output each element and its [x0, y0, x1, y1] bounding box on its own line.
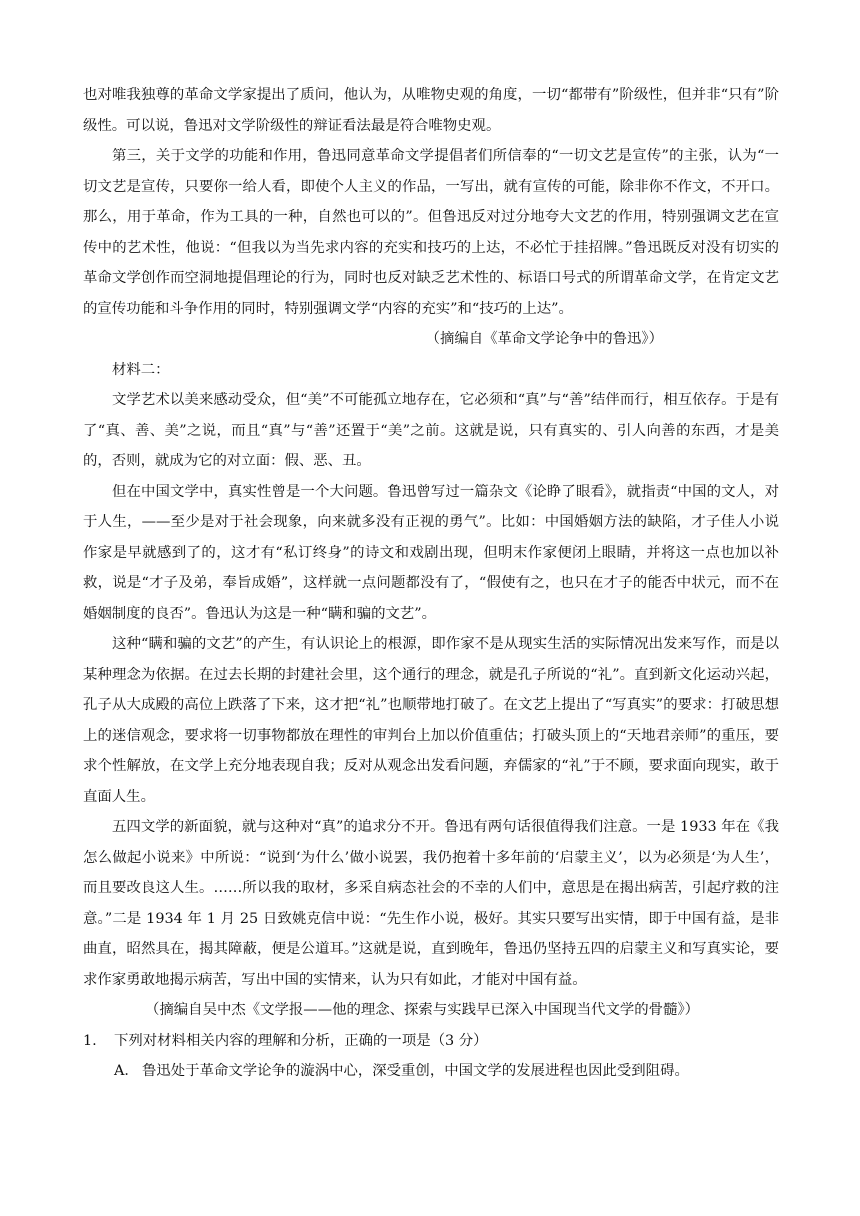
question-number: 1. — [83, 1032, 97, 1049]
source-citation-2: （摘编自吴中杰《文学报——他的理念、探索与实践早已深入中国现当代文学的骨髓》） — [145, 1002, 700, 1018]
material-two-label: 材料二： — [112, 361, 170, 378]
option-letter: A． — [114, 1063, 139, 1079]
option-text: 鲁迅处于革命文学论争的漩涡中心，深受重创，中国文学的发展进程也因此受到阻碍。 — [142, 1063, 689, 1079]
paragraph-deception-literature: 这种“瞒和骗的文艺”的产生，有认识论上的根源，即作家不是从现实生活的实际情况出发来写作，而是以某种理念为依据。在过去长期的封建社会里，这个通行的理念，就是孔子所说的“礼”。直到新文化运动兴起，孔子从大成殿的高位上跌落了下来，这才把“礼”也顺带地打破了。在文艺上提出了“写真实”的要求：打破思想上的迷信观念，要求将一切事物都放在理性的审判台上加以价值重估；打破头顶上的“天地君亲师”的重压，要求个性解放，在文学上充分地表现自我；反对从观念出发看问题，弃儒家的“礼”于不顾，要求面向现实，敢于直面人生。 — [83, 636, 779, 805]
question-1 — [83, 1026, 779, 1057]
question-stem: 下列对材料相关内容的理解和分析，正确的一项是（3 分） — [114, 1032, 488, 1049]
paragraph-continuation: 也对唯我独尊的革命文学家提出了质问，他认为，从唯物史观的角度，一切“都带有”阶级性，但并非“只有”阶级性。可以说，鲁迅对文学阶级性的辩证看法最是符合唯物史观。 — [83, 87, 779, 134]
paragraph-truth-beauty: 文学艺术以美来感动受众，但“美”不可能孤立地存在，它必须和“真”与“善”结伴而行，相互依存。于是有了“真、善、美”之说，而且“真”与“善”还置于“美”之前。这就是说，只有真实的、引人向善的东西，才是美的，否则，就成为它的对立面：假、恶、丑。 — [83, 392, 779, 469]
paragraph-may-fourth: 五四文学的新面貌，就与这种对“真”的追求分不开。鲁迅有两句话很值得我们注意。一是 1933 年在《我怎么做起小说来》中所说：“说到‘为什么’做小说罢，我仍抱着十多年前的‘启蒙主义’，以为必须是‘为人生’，而且要改良这人生。……所以我的取材，多采自病态社会的不幸的人们中，意思是在揭出病苦，引起疗救的注意。”二是 1934 年 1 月 25 日致姚克信中说：“先生作小说，极好。其实只要写出实情，即于中国有益，是非曲直，昭然具在，揭其障蔽，便是公道耳。”这就是说，直到晚年，鲁迅仍坚持五四的启蒙主义和写真实论，要求作家勇敢地揭示病苦，写出中国的实情来，认为只有如此，才能对中国有益。 — [83, 819, 779, 988]
source-citation-1: （摘编自《革命文学论争中的鲁迅》） — [425, 331, 663, 347]
document-page — [83, 80, 779, 1087]
paragraph-third-point: 第三，关于文学的功能和作用，鲁迅同意革命文学提倡者们所信奉的“一切文艺是宣传”的主张，认为“一切文艺是宣传，只要你一给人看，即使个人主义的作品，一写出，就有宣传的可能，除非你不作文，不开口。那么，用于革命，作为工具的一种，自然也可以的”。但鲁迅反对过分地夸大文艺的作用，特别强调文艺在宣传中的艺术性，他说：“但我以为当先求内容的充实和技巧的上达，不必忙于挂招牌。”鲁迅既反对没有切实的革命文学创作而空洞地提倡理论的行为，同时也反对缺乏艺术性的、标语口号式的所谓革命文学，在肯定文艺的宣传功能和斗争作用的同时，特别强调文学“内容的充实”和“技巧的上达”。 — [83, 148, 779, 317]
option-a — [83, 1056, 779, 1087]
paragraph-truthfulness: 但在中国文学中，真实性曾是一个大问题。鲁迅曾写过一篇杂文《论睁了眼看》，就指责“中国的文人，对于人生，——至少是对于社会现象，向来就多没有正视的勇气”。比如：中国婚姻方法的缺陷，才子佳人小说作家是早就感到了的，这才有“私订终身”的诗文和戏剧出现，但明末作家便闭上眼睛，并将这一点也加以补救，说是“才子及弟，奉旨成婚”，这样就一点问题都没有了，“假使有之，也只在才子的能否中状元，而不在婚姻制度的良否”。鲁迅认为这是一种“瞒和骗的文艺”。 — [83, 483, 779, 622]
